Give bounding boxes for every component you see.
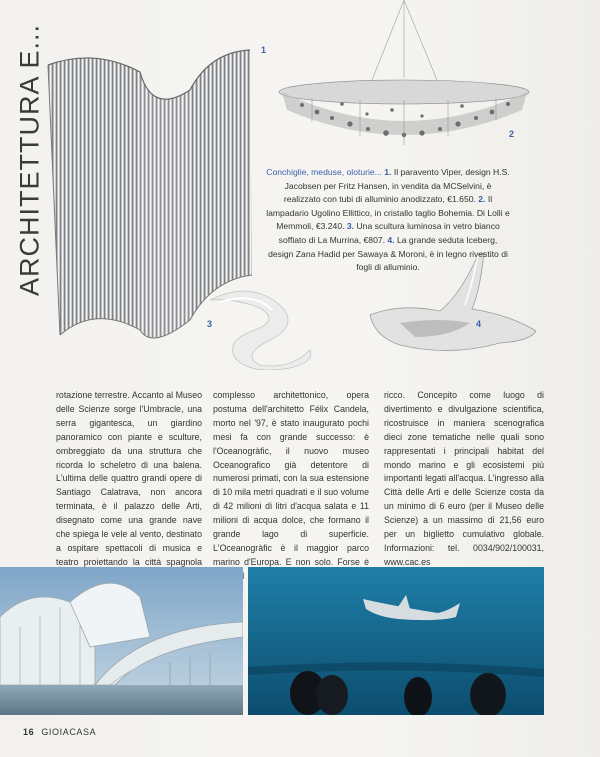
- caption-item-2-number: 2.: [478, 194, 486, 205]
- oceanografic-aquarium-photo: [248, 567, 544, 715]
- figure-number-1: 1: [261, 45, 267, 55]
- caption-item-4-number: 4.: [387, 234, 395, 245]
- city-of-arts-photo: [0, 567, 243, 715]
- photo-caption: [266, 166, 510, 275]
- magazine-name: GIOIACASA: [41, 727, 97, 737]
- figure-number-2: 2: [509, 129, 515, 139]
- caption-item-4-text: La grande seduta Iceberg, design Zana Hadid per Sawaya & Moroni, è in legno rivestito di fogli di alluminio.: [268, 234, 508, 273]
- page-number: 16: [23, 727, 35, 737]
- caption-item-3-number: 3.: [346, 221, 355, 232]
- page-footer: [23, 727, 96, 737]
- figure-number-3: 3: [207, 319, 213, 329]
- caption-item-1-number: 1.: [384, 167, 392, 177]
- glass-sculpture-image: [200, 280, 320, 370]
- chandelier-image: [272, 0, 537, 150]
- section-title-text: ARCHITETTURA E...: [14, 23, 45, 297]
- body-column-3: ricco. Concepito come luogo di divertimento e divulgazione scientifica, ricostruisce in maniera scenografica dieci zone tematiche nelle quali sono rappresentati i principali habitat del mondo marino e gli ecosistemi più importanti legati all'acqua. L'ingresso alla Città delle Arti e delle Scienze costa da un minimo di 6 euro (per il Museo delle Scienze) a un massimo di 21,56 euro per un biglietto cumulativo globale. Informazioni: tel. 0034/902/100031, www.cac.es: [384, 390, 544, 567]
- figure-number-4: 4: [476, 319, 482, 329]
- caption-item-2-text: Il lampadario Ugolino Ellittico, in cristallo taglio Bohemia. Di Lolli e Memmoli, €3.240.: [266, 194, 510, 232]
- body-column-1: rotazione terrestre. Accanto al Museo delle Scienze sorge l'Umbracle, una serra gigantesca, un giardino panoramico con piante e sculture, ombreggiato da una struttura che ricorda lo scheletro di una balena. L'ultima delle quattro grandi opere di Santiago Calatrava, non ancora terminata, è il palazzo delle Arti, disegnato come una grande nave che spiega le vele al vento, destinato a ospitare spettacoli di musica e teatro proiettando la città spagnola: [56, 390, 202, 567]
- caption-item-1-text: Il paravento Viper, design H.S. Jacobsen per Fritz Hansen, in vendita da MCSelvini, è realizzato con tubi di alluminio anodizzato, €1.650.: [283, 167, 510, 205]
- body-column-2: complesso architettonico, opera postuma dell'architetto Félix Candela, morto nel '97, è stato inaugurato pochi mesi fa con grande successo: è l'Oceanogràfic, il nuovo museo Oceanografico già detentore di numerosi primati, con la sua estensione di 10 mila metri quadrati e il suo volume di 42 milioni di litri d'acqua salata e 11 milioni di acqua dolce, che formano il grande lago di superficie. L'Oceanogràfic è il maggior parco marino d'Europa. E non solo. Forse è: [213, 390, 369, 567]
- caption-lead: Conchiglie, meduse, oloturie...: [266, 167, 382, 177]
- caption-item-3-text: Una scultura luminosa in vetro bianco soffiato di La Murrina, €807.: [278, 221, 500, 245]
